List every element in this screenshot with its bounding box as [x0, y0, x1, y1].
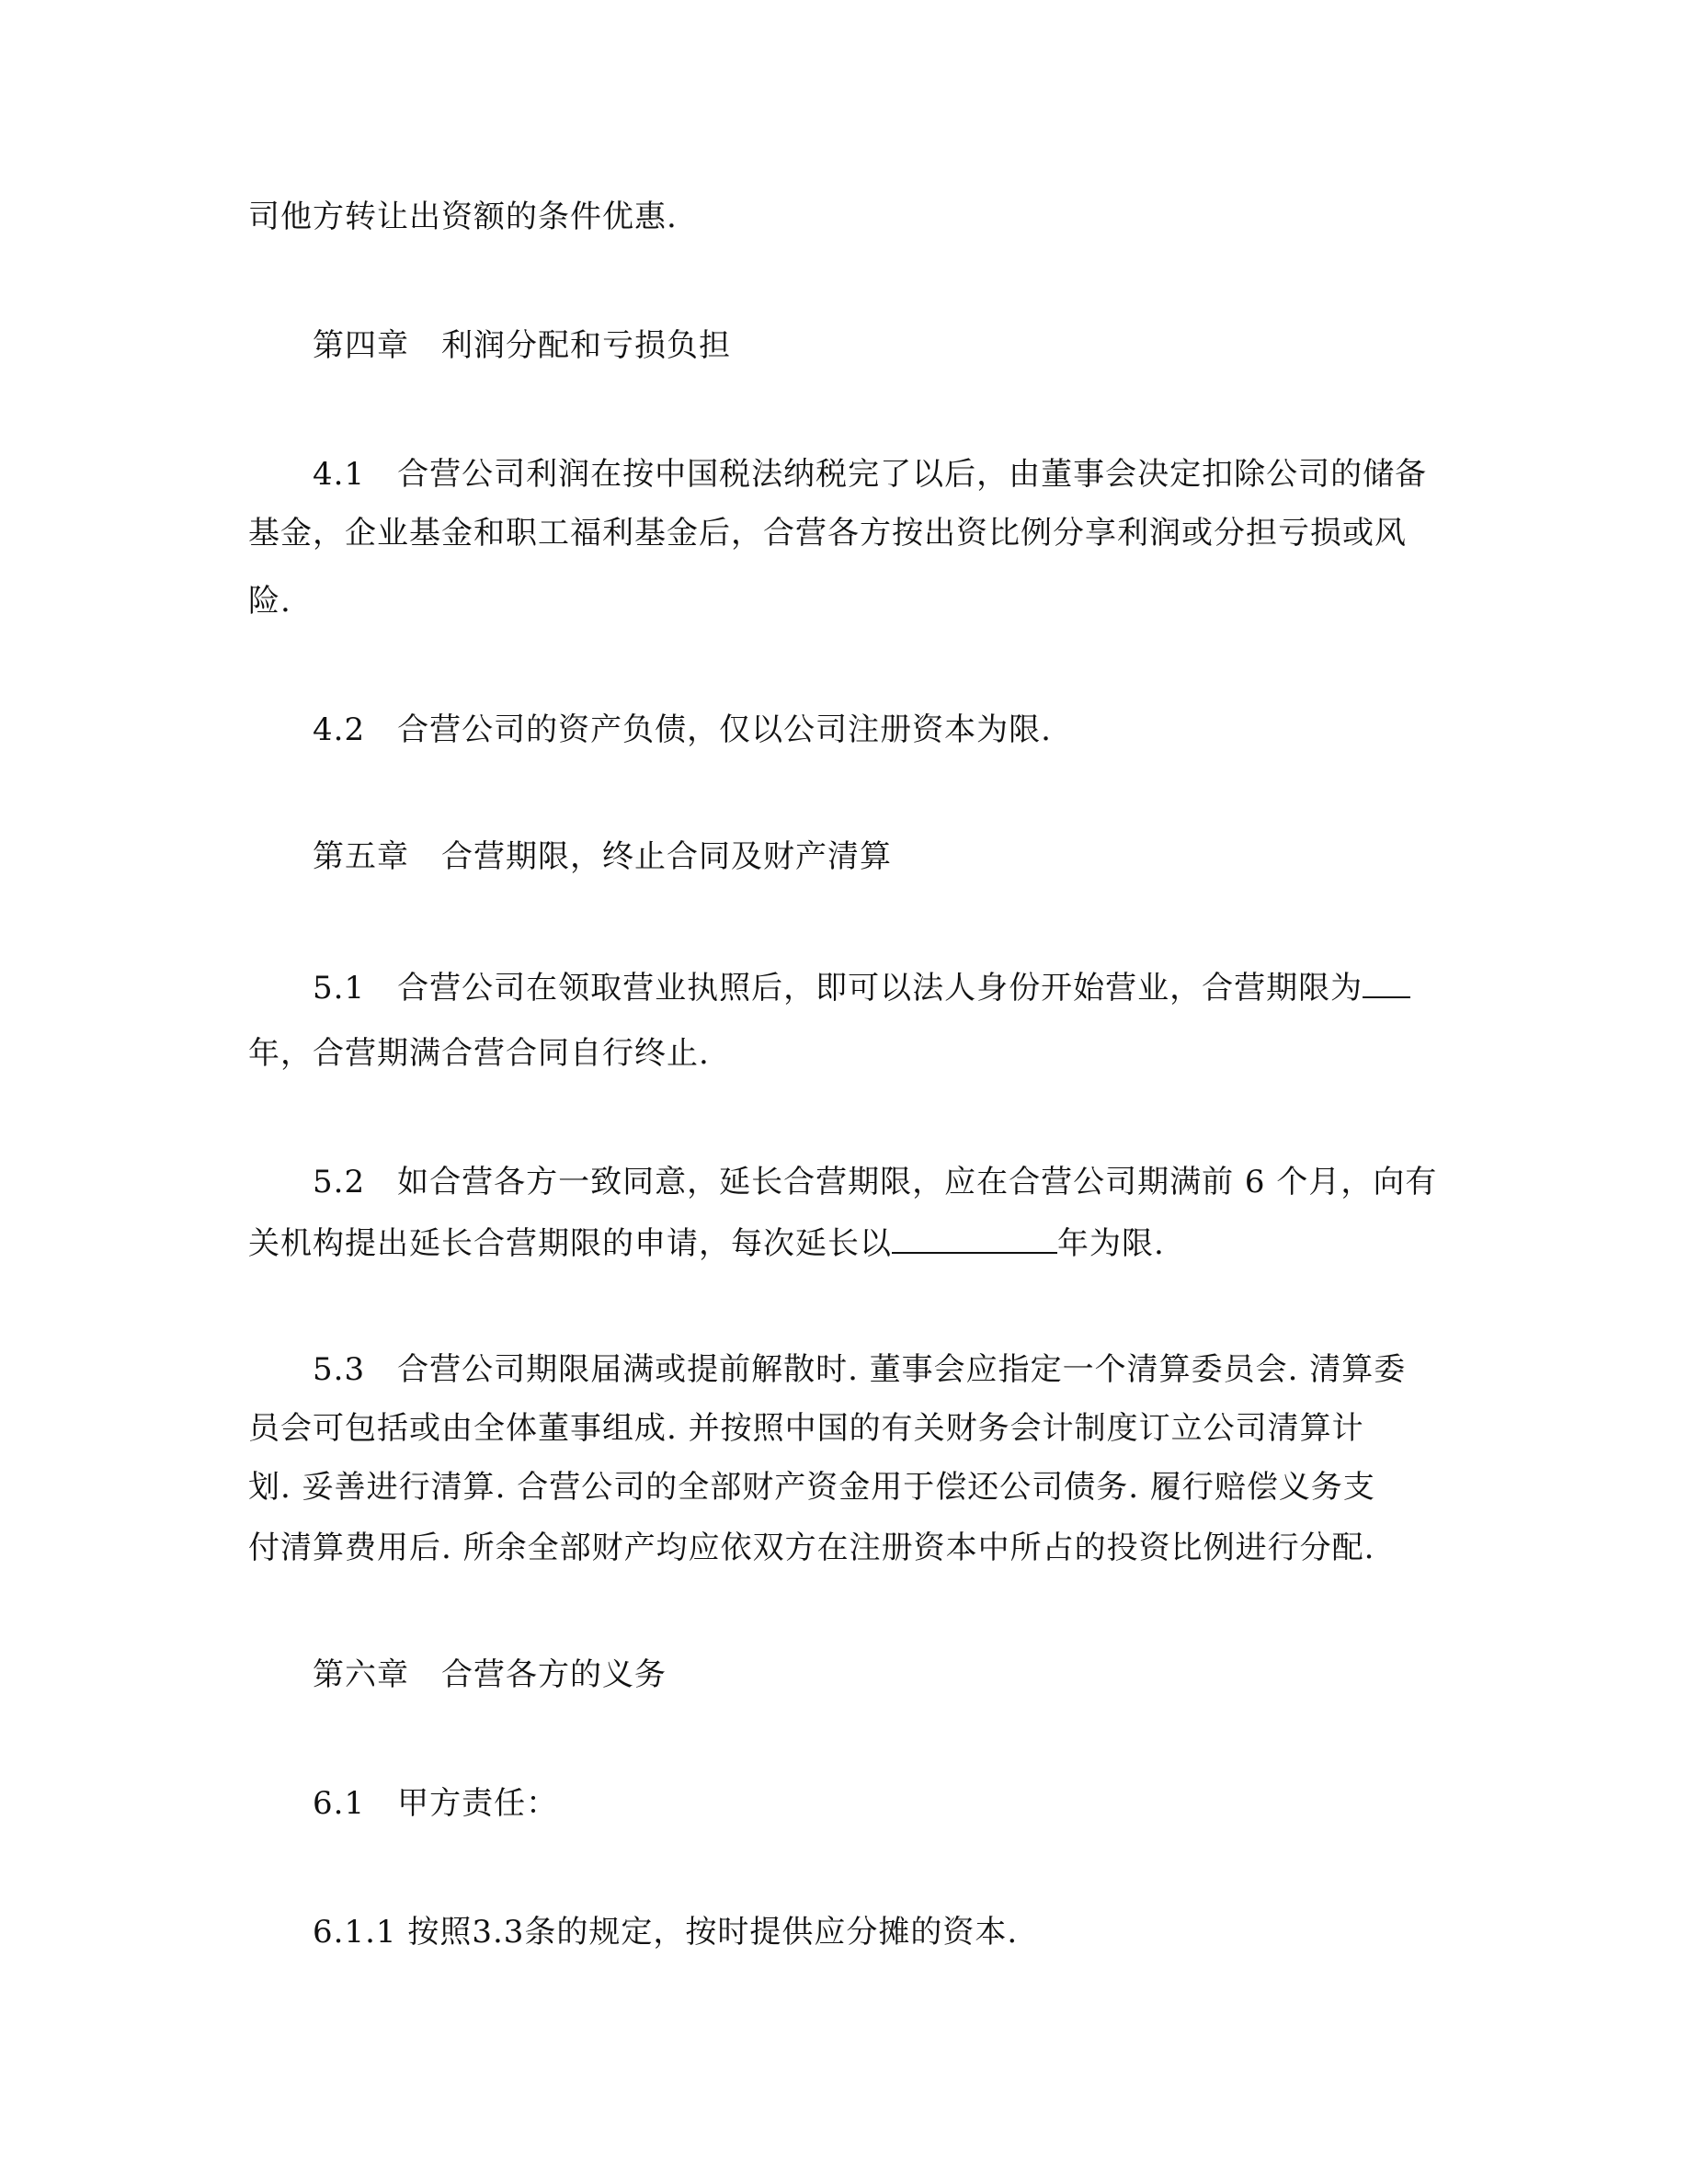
clause-5-2-line-2	[248, 1223, 1165, 1262]
clause-5-3-line-4: 付清算费用后. 所余全部财产均应依双方在注册资本中所占的投资比例进行分配.	[248, 1530, 1375, 1566]
clause-6-1-1: 6.1.1 按照3.3条的规定，按时提供应分摊的资本.	[313, 1914, 1019, 1951]
fill-in-blank-years	[1363, 967, 1410, 998]
clause-5-2-text-pre: 关机构提出延长合营期限的申请，每次延长以	[248, 1225, 892, 1262]
chapter-heading-6: 第六章 合营各方的义务	[313, 1656, 667, 1693]
text-line-continuation: 司他方转让出资额的条件优惠.	[248, 199, 678, 235]
clause-5-3-line-2: 员会可包括或由全体董事组成. 并按照中国的有关财务会计制度订立公司清算计	[248, 1410, 1364, 1447]
clause-5-3-line-3: 划. 妥善进行清算. 合营公司的全部财产资金用于偿还公司债务. 履行赔偿义务支	[248, 1469, 1375, 1506]
clause-4-1-line-2: 基金，企业基金和职工福利基金后，合营各方按出资比例分享利润或分担亏损或风	[248, 515, 1407, 552]
chapter-heading-5: 第五章 合营期限，终止合同及财产清算	[313, 838, 892, 875]
clause-4-1-line-3: 险.	[248, 583, 291, 620]
chapter-heading-4: 第四章 利润分配和亏损负担	[313, 327, 731, 364]
clause-5-1-line-2: 年，合营期满合营合同自行终止.	[248, 1035, 710, 1072]
clause-4-2: 4.2 合营公司的资产负债，仅以公司注册资本为限.	[313, 711, 1052, 748]
clause-4-1-line-1: 4.1 合营公司利润在按中国税法纳税完了以后，由董事会决定扣除公司的储备	[313, 456, 1428, 493]
clause-5-3-line-1: 5.3 合营公司期限届满或提前解散时. 董事会应指定一个清算委员会. 清算委	[313, 1351, 1407, 1388]
clause-5-2-line-1: 5.2 如合营各方一致同意，延长合营期限，应在合营公司期满前 6 个月，向有	[313, 1164, 1438, 1200]
clause-5-2-text-post: 年为限.	[1057, 1225, 1165, 1262]
fill-in-blank-extension	[892, 1223, 1057, 1254]
clause-5-1-line-1	[313, 967, 1410, 1007]
clause-6-1: 6.1 甲方责任：	[313, 1785, 559, 1822]
clause-5-1-text: 5.1 合营公司在领取营业执照后，即可以法人身份开始营业，合营期限为	[313, 970, 1363, 1007]
